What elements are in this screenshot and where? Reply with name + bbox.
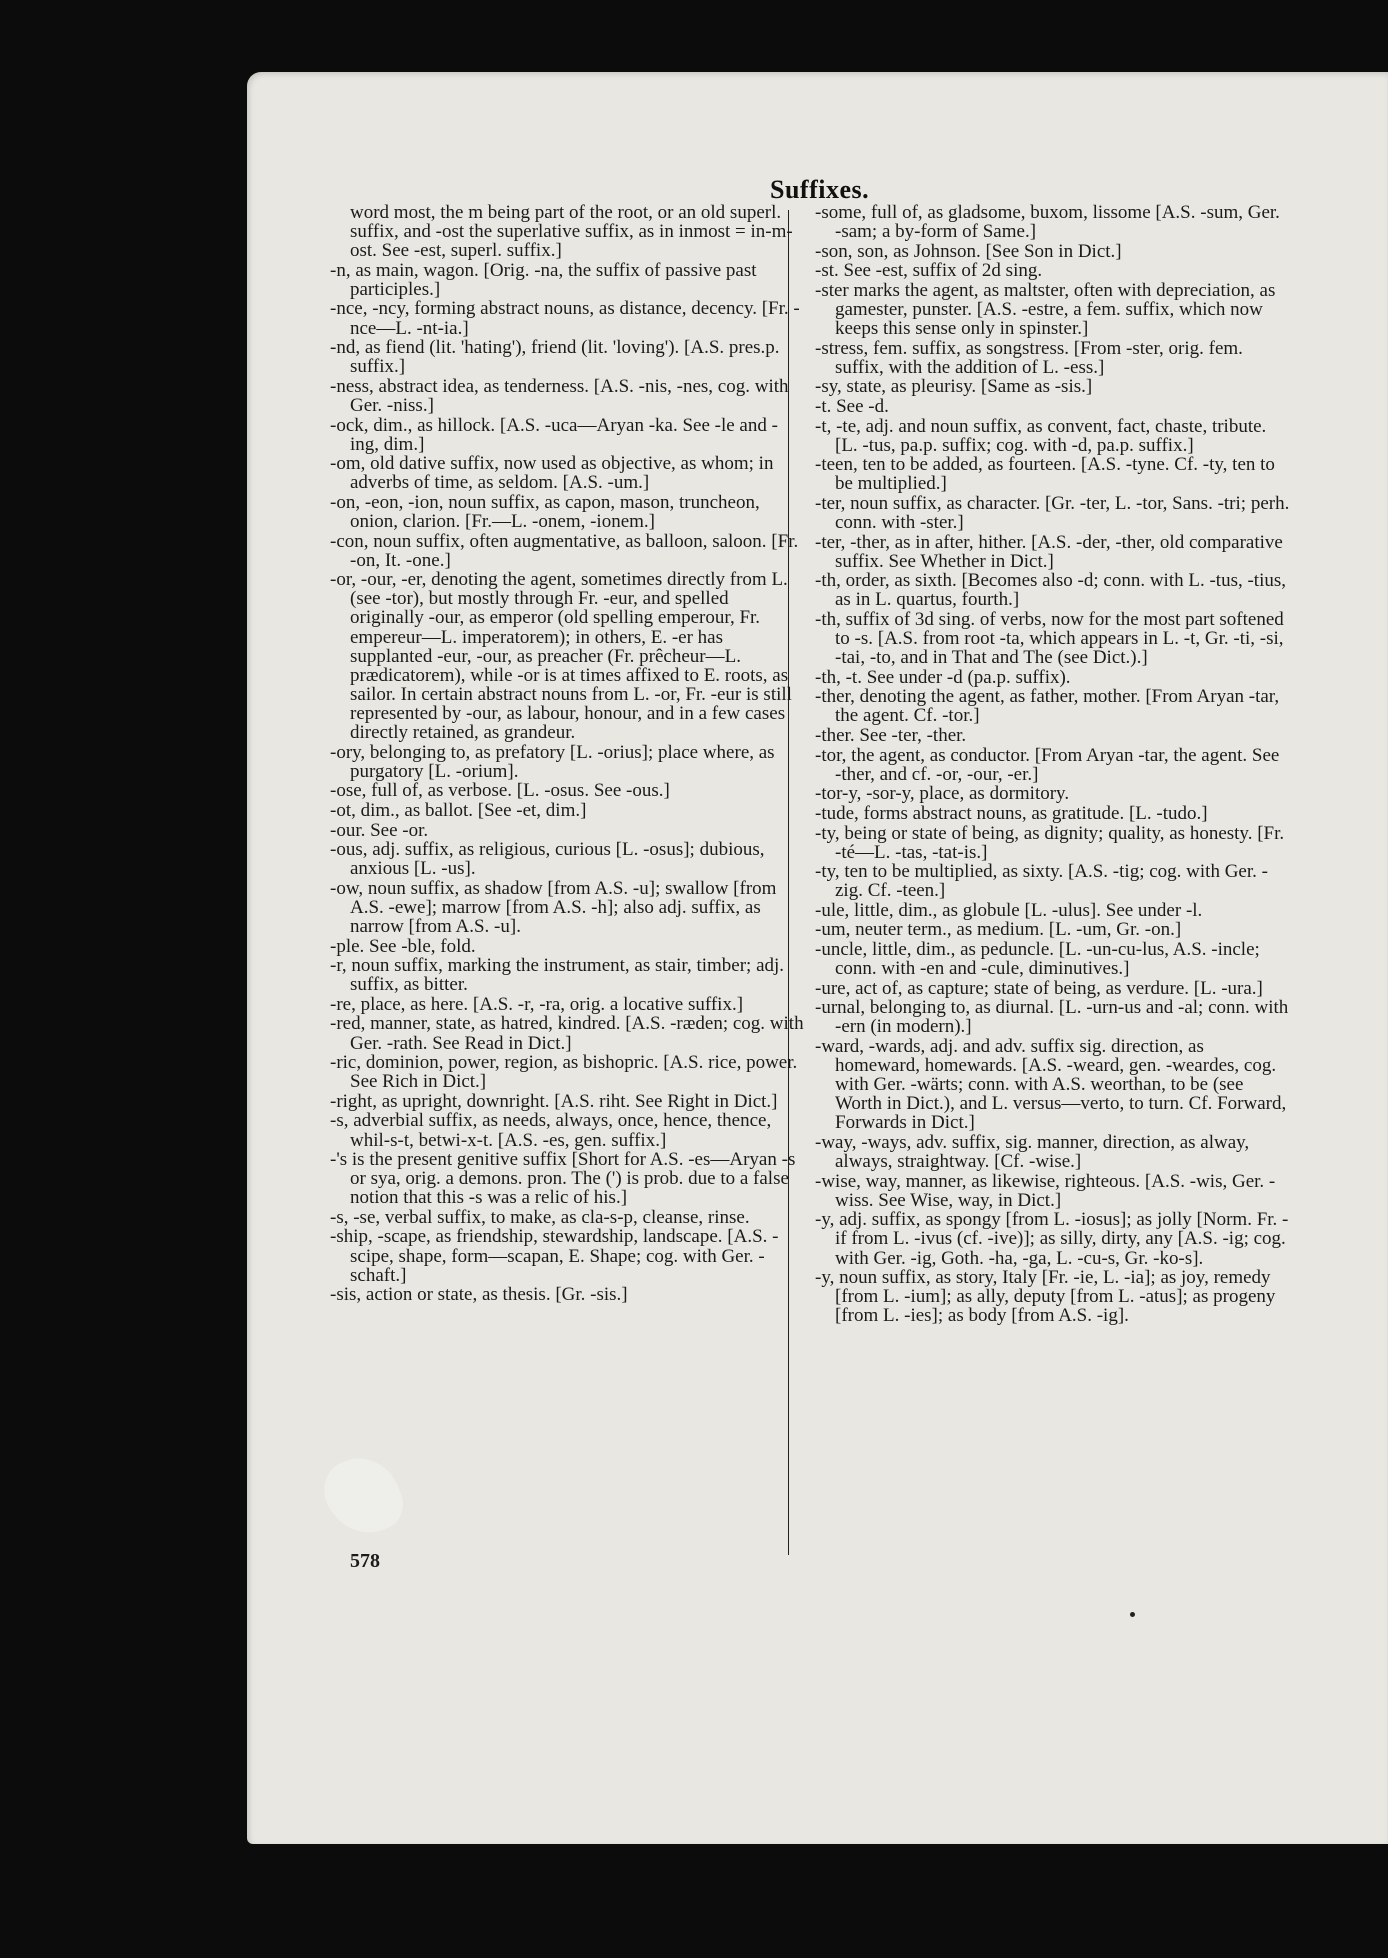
- dictionary-entry: -y, noun suffix, as story, Italy [Fr. -ie, L. -ia]; as joy, remedy [from L. -ium]; as ally, deputy [from L. -atus]; as progeny [from L. -ies]; as body [from A.S. -ig].: [815, 1267, 1276, 1327]
- dictionary-entry: word most, the m being part of the root, or an old superl. suffix, and -ost the superlative suffix, as in inmost = in-m-ost. See -est, superl. suffix.]: [350, 202, 793, 262]
- left-column: [330, 203, 805, 1305]
- dictionary-entry: -tor, the agent, as conductor. [From Aryan -tar, the agent. See -ther, and cf. -or, -our, -er.]: [815, 744, 1280, 785]
- dictionary-entry: -uncle, little, dim., as peduncle. [L. -un-cu-lus, A.S. -incle; conn. with -en and -cule, diminutives.]: [815, 939, 1260, 980]
- dictionary-entry: -or, -our, -er, denoting the agent, sometimes directly from L. (see -tor), but mostly through Fr. -eur, and spelled originally -our, as emperor (old spelling emperour, Fr. empereur—L. imperatorem); in others, E. -er has supplanted -eur, -our, as preacher (Fr. prêcheur—L. prædicatorem), while -or is at times affixed to E. roots, as sailor. In certain abstract nouns from L. -or, Fr. -eur is still represented by -our, as labour, honour, and in a few cases directly retained, as grandeur.: [330, 569, 792, 744]
- dictionary-entry: -ure, act of, as capture; state of being, as verdure. [L. -ura.]: [815, 977, 1263, 999]
- right-column: [815, 203, 1290, 1326]
- dictionary-entry: -ric, dominion, power, region, as bishopric. [A.S. rice, power. See Rich in Dict.]: [330, 1052, 798, 1093]
- dictionary-entry: -ster marks the agent, as maltster, often with depreciation, as gamester, punster. [A.S. -estre, a fem. suffix, which now keeps this sense only in spinster.]: [815, 279, 1276, 340]
- dictionary-entry: -um, neuter term., as medium. [L. -um, Gr. -on.]: [815, 919, 1182, 941]
- page-heading: Suffixes.: [770, 175, 870, 204]
- dictionary-entry: -t, -te, adj. and noun suffix, as convent, fact, chaste, tribute. [L. -tus, pa.p. suffix; cog. with -d, pa.p. suffix.]: [815, 415, 1267, 456]
- dictionary-entry: -th, suffix of 3d sing. of verbs, now for the most part softened to -s. [A.S. from root -ta, which appears in L. -t, Gr. -ti, -si, -tai, -to, and in That and The (see Dict.).]: [815, 608, 1284, 669]
- ink-dot: [1130, 1612, 1135, 1617]
- torn-paper-fragment: [315, 1446, 411, 1545]
- dictionary-entry: -our. See -or.: [330, 819, 429, 841]
- dictionary-entry: -om, old dative suffix, now used as objective, as whom; in adverbs of time, as seldom. [A.S. -um.]: [330, 453, 774, 494]
- dictionary-entry: -ous, adj. suffix, as religious, curious [L. -osus]; dubious, anxious [L. -us].: [330, 839, 765, 880]
- dictionary-entry: -ule, little, dim., as globule [L. -ulus]. See under -l.: [815, 899, 1203, 921]
- dictionary-entry: -son, son, as Johnson. [See Son in Dict.]: [815, 240, 1122, 262]
- dictionary-entry: -ter, -ther, as in after, hither. [A.S. -der, -ther, old comparative suffix. See Whether in Dict.]: [815, 531, 1283, 572]
- dictionary-entry: -n, as main, wagon. [Orig. -na, the suffix of passive past participles.]: [330, 259, 757, 300]
- dictionary-entry: -nd, as fiend (lit. 'hating'), friend (lit. 'loving'). [A.S. pres.p. suffix.]: [330, 337, 780, 378]
- dictionary-entry: -tor-y, -sor-y, place, as dormitory.: [815, 783, 1070, 805]
- dictionary-entry: -ock, dim., as hillock. [A.S. -uca—Aryan -ka. See -le and -ing, dim.]: [330, 414, 778, 455]
- dictionary-entry: -ty, ten to be multiplied, as sixty. [A.S. -tig; cog. with Ger. -zig. Cf. -teen.]: [815, 861, 1268, 902]
- dictionary-entry: -sis, action or state, as thesis. [Gr. -sis.]: [330, 1284, 628, 1306]
- dictionary-entry: -s, adverbial suffix, as needs, always, once, hence, thence, whil-s-t, betwi-x-t. [A.S. -es, gen. suffix.]: [330, 1110, 772, 1151]
- dictionary-entry: -re, place, as here. [A.S. -r, -ra, orig. a locative suffix.]: [330, 993, 744, 1015]
- dictionary-entry: -tude, forms abstract nouns, as gratitude. [L. -tudo.]: [815, 802, 1208, 824]
- dictionary-entry: -ther. See -ter, -ther.: [815, 725, 967, 747]
- dictionary-entry: -t. See -d.: [815, 395, 889, 417]
- dictionary-entry: -ow, noun suffix, as shadow [from A.S. -u]; swallow [from A.S. -ewe]; marrow [from A.S. -h]; also adj. suffix, as narrow [from A.S. -u].: [330, 877, 777, 937]
- dictionary-entry: -ple. See -ble, fold.: [330, 935, 476, 957]
- dictionary-entry: -th, -t. See under -d (pa.p. suffix).: [815, 666, 1071, 688]
- dictionary-entry: -s, -se, verbal suffix, to make, as cla-s-p, cleanse, rinse.: [330, 1206, 750, 1228]
- dictionary-entry: -ot, dim., as ballot. [See -et, dim.]: [330, 799, 587, 821]
- dictionary-entry: -r, noun suffix, marking the instrument, as stair, timber; adj. suffix, as bitter.: [330, 955, 785, 996]
- dictionary-entry: -right, as upright, downright. [A.S. riht. See Right in Dict.]: [330, 1090, 778, 1112]
- dictionary-entry: -ose, full of, as verbose. [L. -osus. See -ous.]: [330, 780, 670, 802]
- dictionary-entry: -ty, being or state of being, as dignity; quality, as honesty. [Fr. -té—L. -tas, -tat-is.]: [815, 822, 1285, 863]
- page-number: 578: [350, 1550, 380, 1572]
- dictionary-entry: -st. See -est, suffix of 2d sing.: [815, 260, 1043, 282]
- dictionary-entry: -nce, -ncy, forming abstract nouns, as distance, decency. [Fr. -nce—L. -nt-ia.]: [330, 298, 800, 339]
- dictionary-entry: -th, order, as sixth. [Becomes also -d; conn. with L. -tus, -tius, as in L. quartus, fourth.]: [815, 570, 1286, 611]
- dictionary-entry: -way, -ways, adv. suffix, sig. manner, direction, as alway, always, straightway. [Cf. -wise.]: [815, 1132, 1250, 1173]
- dictionary-entry: -sy, state, as pleurisy. [Same as -sis.]: [815, 376, 1093, 398]
- dictionary-entry: -some, full of, as gladsome, buxom, lissome [A.S. -sum, Ger. -sam; a by-form of Same.]: [815, 202, 1280, 243]
- dictionary-entry: -ship, -scape, as friendship, stewardship, landscape. [A.S. -scipe, shape, form—scapan, E. Shape; cog. with Ger. -schaft.]: [330, 1226, 779, 1286]
- dictionary-entry: -stress, fem. suffix, as songstress. [From -ster, orig. fem. suffix, with the addition of L. -ess.]: [815, 337, 1243, 378]
- dictionary-entry: -ter, noun suffix, as character. [Gr. -ter, L. -tor, Sans. -tri; perh. conn. with -ster.]: [815, 492, 1290, 533]
- dictionary-entry: -ward, -wards, adj. and adv. suffix sig. direction, as homeward, homewards. [A.S. -weard, gen. -weardes, cog. with Ger. -wärts; conn. with A.S. weorthan, to be (see Worth in Dict.), and L. versus—verto, to turn. Cf. Forward, Forwards in Dict.]: [815, 1036, 1287, 1134]
- dictionary-entry: -con, noun suffix, often augmentative, as balloon, saloon. [Fr. -on, It. -one.]: [330, 530, 799, 571]
- dictionary-entry: -teen, ten to be added, as fourteen. [A.S. -tyne. Cf. -ty, ten to be multiplied.]: [815, 454, 1275, 495]
- dictionary-entry: -red, manner, state, as hatred, kindred. [A.S. -ræden; cog. with Ger. -rath. See Read in Dict.]: [330, 1013, 804, 1054]
- dictionary-entry: -wise, way, manner, as likewise, righteous. [A.S. -wis, Ger. -wiss. See Wise, way, in Dict.]: [815, 1170, 1276, 1211]
- dictionary-entry: -on, -eon, -ion, noun suffix, as capon, mason, truncheon, onion, clarion. [Fr.—L. -onem, -ionem.]: [330, 491, 760, 532]
- dictionary-entry: -y, adj. suffix, as spongy [from L. -iosus]; as jolly [Norm. Fr. -if from L. -ivus (cf. -ive)]; as silly, dirty, any [A.S. -ig; cog. with Ger. -ig, Goth. -ha, -ga, L. -cu-s, Gr. -ko-s].: [815, 1209, 1289, 1269]
- dictionary-entry: -ory, belonging to, as prefatory [L. -orius]; place where, as purgatory [L. -orium].: [330, 741, 775, 782]
- dictionary-entry: -ness, abstract idea, as tenderness. [A.S. -nis, -nes, cog. with Ger. -niss.]: [330, 375, 789, 416]
- dictionary-entry: -ther, denoting the agent, as father, mother. [From Aryan -tar, the agent. Cf. -tor.]: [815, 686, 1280, 727]
- dictionary-entry: -urnal, belonging to, as diurnal. [L. -urn-us and -al; conn. with -ern (in modern).]: [815, 997, 1289, 1038]
- dictionary-entry: -'s is the present genitive suffix [Short for A.S. -es—Aryan -s or sya, orig. a demons. pron. The (') is prob. due to a false notion that this -s was a relic of his.]: [330, 1149, 796, 1209]
